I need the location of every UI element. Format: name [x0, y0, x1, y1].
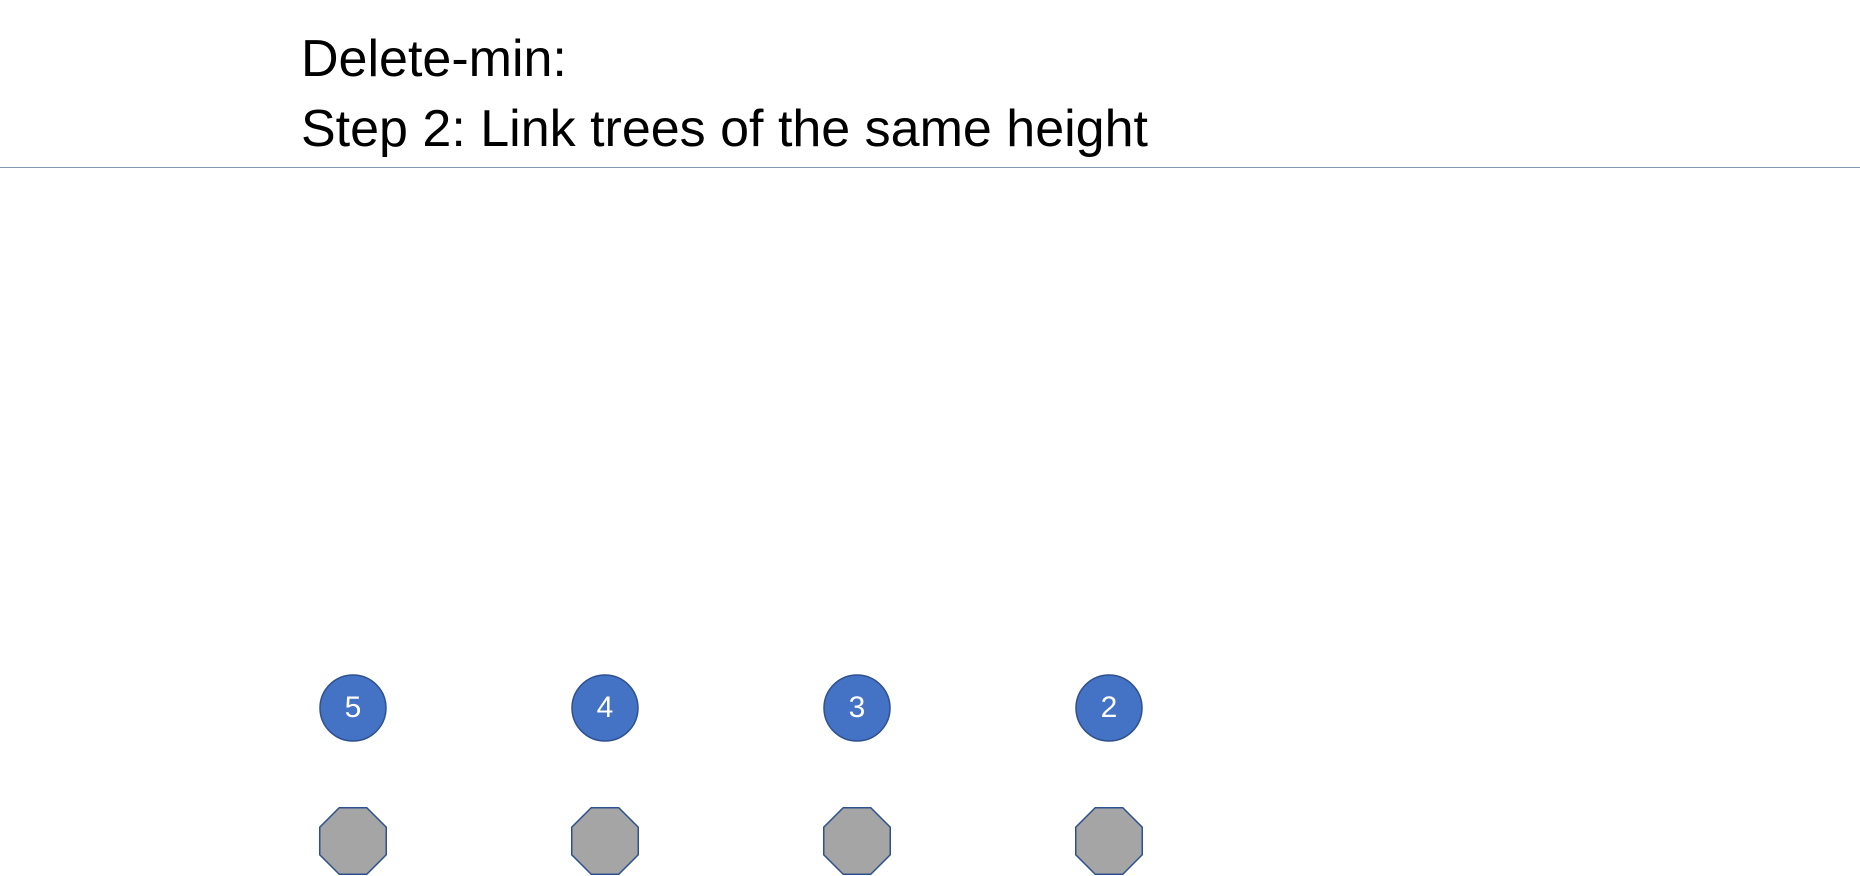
root-node-label: 5: [344, 690, 362, 724]
root-node-label: 2: [1100, 690, 1118, 724]
tree-3: [824, 675, 891, 874]
title-line-2: Step 2: Link trees of the same height: [301, 100, 1148, 158]
tree-4: [572, 675, 639, 874]
subtree-octagon: [572, 808, 639, 875]
tree-5: [320, 675, 387, 874]
subtree-octagon: [824, 808, 891, 875]
title-line-1: Delete-min:: [301, 30, 567, 88]
subtree-octagon: [1076, 808, 1143, 875]
root-node-label: 3: [848, 690, 866, 724]
tree-2: [1076, 675, 1143, 874]
subtree-octagon: [320, 808, 387, 875]
root-node-label: 4: [596, 690, 614, 724]
